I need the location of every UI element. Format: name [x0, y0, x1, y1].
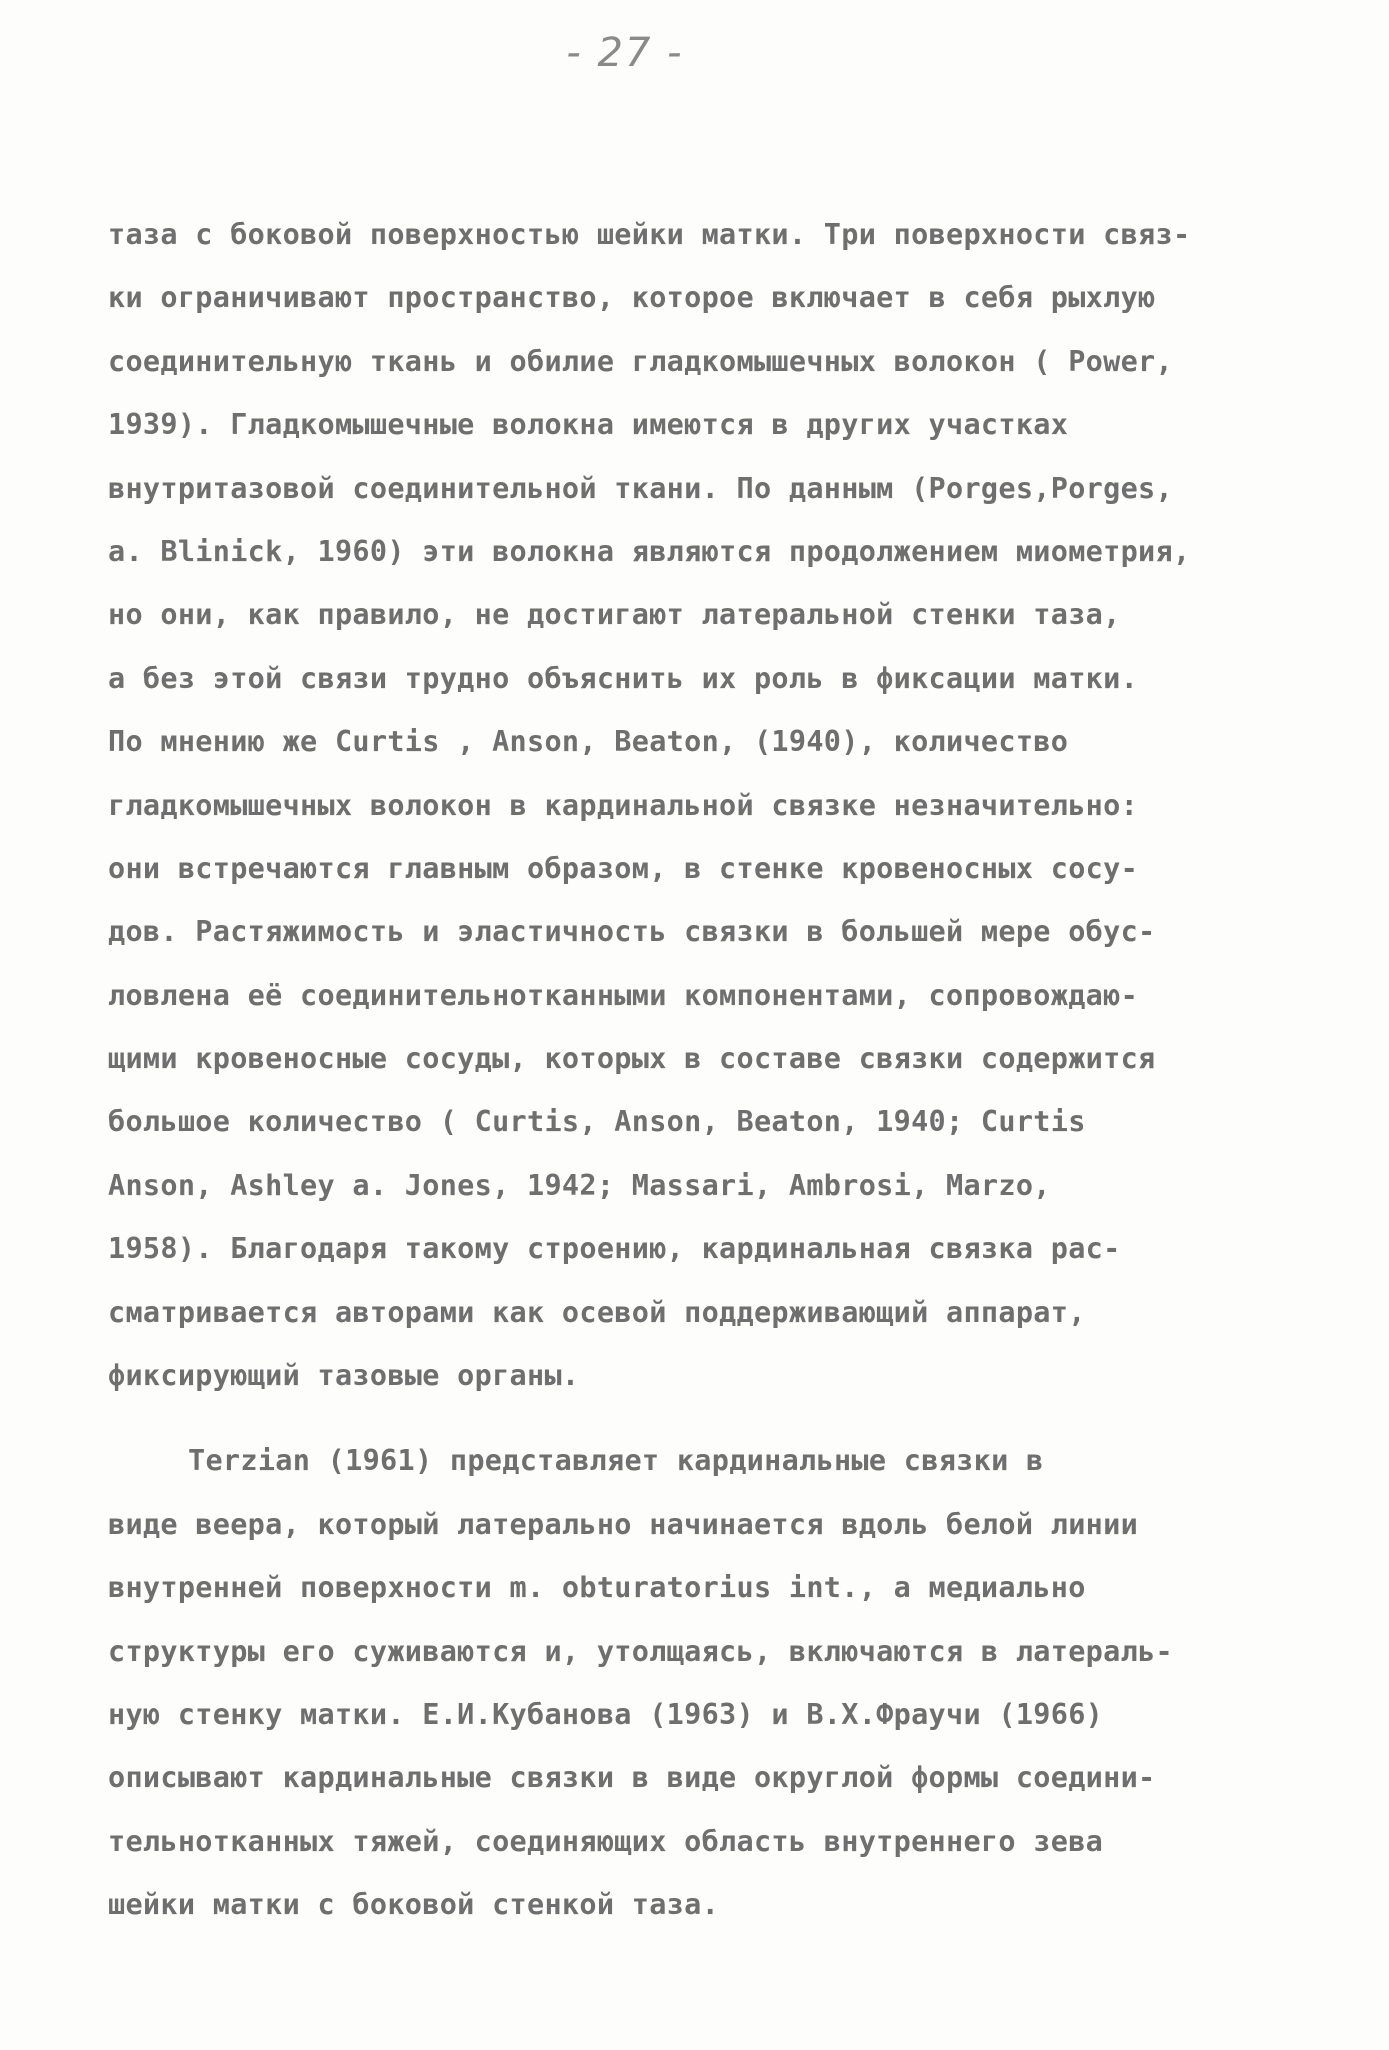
text-line: шейки матки с боковой стенкой таза. — [108, 1888, 720, 1922]
text-line: сматривается авторами как осевой поддерживающий аппарат, — [108, 1295, 1086, 1329]
text-line: виде веера, который латерально начинается вдоль белой линии — [108, 1507, 1139, 1541]
text-line: таза с боковой поверхностью шейки матки. Три поверхности связ- — [108, 218, 1191, 251]
paragraph-gap — [108, 1407, 1308, 1429]
text-line: внутритазовой соединительной ткани. По данным (Porges,Porges, — [108, 471, 1173, 505]
text-line: По мнению же Curtis , Anson, Beaton, (1940), количество — [108, 725, 1069, 759]
text-line: внутренней поверхности m. obturatorius int., а медиально — [108, 1571, 1086, 1605]
text-line: дов. Растяжимость и эластичность связки в большей мере обус- — [108, 915, 1156, 949]
text-line: а без этой связи трудно объяснить их роль в фиксации матки. — [108, 661, 1139, 695]
text-line: они встречаются главным образом, в стенке кровеносных сосу- — [108, 851, 1139, 885]
text-line: Anson, Ashley a. Jones, 1942; Massari, Ambrosi, Marzo, — [108, 1168, 1051, 1202]
text-line: большое количество ( Curtis, Anson, Beaton, 1940; Curtis — [108, 1105, 1086, 1139]
text-line: соединительную ткань и обилие гладкомышечных волокон ( Power, — [108, 344, 1173, 378]
text-line: фиксирующий тазовые органы. — [108, 1359, 580, 1393]
page-number: - 27 - — [566, 30, 684, 76]
text-line: a. Blinick, 1960) эти волокна являются продолжением миометрия, — [108, 534, 1191, 568]
text-line: ки ограничивают пространство, которое включает в себя рыхлую — [108, 281, 1156, 315]
text-line: 1939). Гладкомышечные волокна имеются в других участках — [108, 408, 1069, 442]
text-line: щими кровеносные сосуды, которых в составе связки содержится — [108, 1042, 1156, 1076]
text-line: описывают кардинальные связки в виде округлой формы соедини- — [108, 1761, 1156, 1795]
text-line: но они, как правило, не достигают латеральной стенки таза, — [108, 598, 1121, 632]
text-line: Terzian (1961) представляет кардинальные связки в — [188, 1444, 1044, 1478]
text-line: ловлена её соединительнотканными компонентами, сопровождаю- — [108, 978, 1139, 1012]
text-line: ную стенку матки. Е.И.Кубанова (1963) и В.Х.Фраучи (1966) — [108, 1697, 1104, 1731]
text-line: гладкомышечных волокон в кардинальной связке незначительно: — [108, 788, 1139, 822]
text-line: тельнотканных тяжей, соединяющих область внутреннего зева — [108, 1824, 1104, 1858]
text-line: 1958). Благодаря такому строению, кардинальная связка рас- — [108, 1232, 1121, 1266]
text-line: структуры его суживаются и, утолщаясь, включаются в латераль- — [108, 1634, 1173, 1668]
body-text — [108, 203, 1308, 1937]
